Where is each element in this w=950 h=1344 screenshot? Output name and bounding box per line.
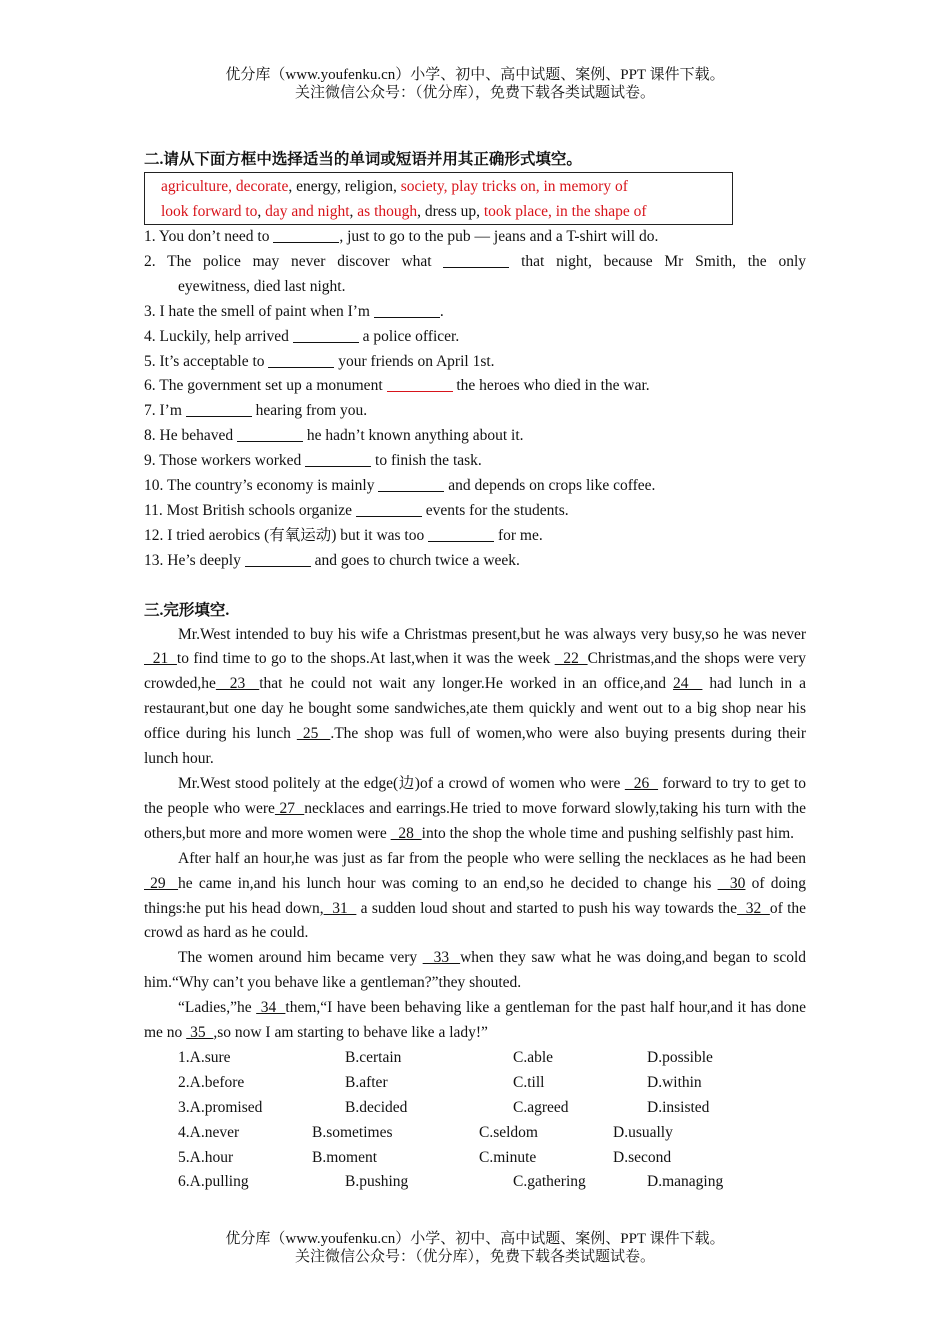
option-a[interactable]: 2.A.before: [178, 1073, 245, 1091]
spacer: [144, 574, 806, 599]
cloze-paragraph-3: After half an hour,he was just as far from the people who were selling the necklaces as he had been 29 he came in,and his lunch hour was coming to an end,so he decided to change his 30 of doing things:he put his head down, 31 a sudden loud shout and started to push his way towards the 32 of the crowd as hard as he could.: [144, 849, 807, 942]
page-footer: [0, 1230, 950, 1266]
cloze-blank[interactable]: 32: [737, 899, 770, 917]
question-3: 3. I hate the smell of paint when I’m .: [144, 302, 444, 320]
word-black: , energy, religion,: [288, 178, 401, 195]
answer-blank[interactable]: [443, 252, 509, 268]
options-row-3: [144, 1096, 806, 1121]
option-b[interactable]: B.moment: [312, 1148, 378, 1166]
word-red: society, play tricks on, in memory of: [400, 178, 628, 195]
options-row-1: [144, 1046, 806, 1071]
question-10: 10. The country’s economy is mainly and depends on crops like coffee.: [144, 477, 656, 495]
answer-blank[interactable]: [374, 302, 440, 318]
word-black: ,: [349, 203, 358, 220]
question-7: 7. I’m hearing from you.: [144, 402, 368, 420]
section-3-title: 三.完形填空.: [144, 601, 230, 619]
question-13: 13. He’s deeply and goes to church twice a week.: [144, 551, 520, 569]
cloze-blank[interactable]: 24: [672, 675, 703, 693]
cloze-blank[interactable]: 35: [186, 1024, 214, 1042]
answer-blank[interactable]: [356, 501, 422, 517]
option-b[interactable]: B.certain: [345, 1048, 402, 1066]
word-box-row-2: [161, 199, 716, 224]
options-row-5: [144, 1146, 806, 1171]
option-d[interactable]: D.second: [613, 1148, 672, 1166]
cloze-blank[interactable]: 25: [296, 725, 331, 743]
word-red: look forward to: [161, 203, 258, 220]
answer-blank[interactable]: [428, 526, 494, 542]
cloze-blank[interactable]: 27: [274, 799, 305, 817]
word-black: , dress up,: [417, 203, 484, 220]
question-9: 9. Those workers worked to finish the task.: [144, 452, 482, 470]
option-b[interactable]: B.decided: [345, 1098, 408, 1116]
word-red: day and night: [265, 203, 350, 220]
page-header: [0, 66, 950, 102]
option-c[interactable]: C.till: [513, 1073, 545, 1091]
option-d[interactable]: D.managing: [647, 1173, 724, 1191]
options-row-2: [144, 1071, 806, 1096]
option-d[interactable]: D.possible: [647, 1048, 713, 1066]
cloze-blank[interactable]: 26: [624, 775, 659, 793]
answer-blank[interactable]: [245, 551, 311, 567]
option-c[interactable]: C.minute: [479, 1148, 537, 1166]
cloze-blank[interactable]: 30: [717, 874, 746, 892]
question-2-continued: eyewitness, died last night.: [178, 277, 346, 295]
word-black: ,: [257, 203, 266, 220]
option-a[interactable]: 3.A.promised: [178, 1098, 263, 1116]
answer-blank[interactable]: [237, 426, 303, 442]
option-c[interactable]: C.seldom: [479, 1123, 538, 1141]
word-red: agriculture, decorate: [161, 178, 289, 195]
cloze-blank[interactable]: 23: [215, 675, 260, 693]
option-d[interactable]: D.usually: [613, 1123, 673, 1141]
options-row-4: [144, 1121, 806, 1146]
cloze-blank[interactable]: 28: [390, 824, 422, 842]
option-a[interactable]: 1.A.sure: [178, 1048, 231, 1066]
answer-blank[interactable]: [378, 476, 444, 492]
question-8: 8. He behaved he hadn’t known anything about it.: [144, 427, 524, 445]
question-4: 4. Luckily, help arrived a police officer.: [144, 327, 460, 345]
section-2-title: 二.请从下面方框中选择适当的单词或短语并用其正确形式填空。: [144, 151, 582, 168]
footer-line-2: 关注微信公众号：（优分库），免费下载各类试题试卷。: [294, 1249, 655, 1265]
option-b[interactable]: B.after: [345, 1073, 388, 1091]
header-line-1: 优分库（www.youfenku.cn）小学、初中、高中试题、案例、PPT 课件下载。: [225, 67, 725, 83]
word-box-row-1: [161, 174, 716, 199]
answer-blank[interactable]: [293, 327, 359, 343]
question-11: 11. Most British schools organize events for the students.: [144, 501, 569, 519]
cloze-paragraph-2: Mr.West stood politely at the edge(边)of a crowd of women who were 26 forward to try to get to the people who were 27 necklaces and earrings.He tried to move forward slowly,taking his turn with the others,but more and more women were 28 into the shop the whole time and pushing selfishly past him.: [144, 775, 807, 842]
word-red: took place, in the shape of: [483, 203, 647, 220]
question-6: 6. The government set up a monument the heroes who died in the war.: [144, 377, 650, 395]
option-c[interactable]: C.agreed: [513, 1098, 569, 1116]
cloze-blank[interactable]: 33: [422, 949, 461, 967]
footer-line-1: 优分库（www.youfenku.cn）小学、初中、高中试题、案例、PPT 课件下载。: [225, 1231, 725, 1247]
answer-blank[interactable]: [268, 352, 334, 368]
document-body: [144, 148, 806, 1195]
option-a[interactable]: 6.A.pulling: [178, 1173, 249, 1191]
header-line-2: 关注微信公众号：（优分库），免费下载各类试题试卷。: [294, 85, 655, 101]
cloze-blank[interactable]: 22: [554, 650, 588, 668]
cloze-paragraph-4: The women around him became very 33 when they saw what he was doing,and began to scold him.“Why can’t you behave like a gentleman?”they shouted.: [144, 949, 807, 992]
option-b[interactable]: B.pushing: [345, 1173, 409, 1191]
cloze-blank[interactable]: 34: [256, 999, 286, 1017]
question-12: 12. I tried aerobics (有氧运动) but it was too for me.: [144, 526, 543, 544]
option-b[interactable]: B.sometimes: [312, 1123, 393, 1141]
answer-blank[interactable]: [186, 401, 252, 417]
question-2: 2. The police may never discover what that night, because Mr Smith, the only: [144, 252, 806, 270]
question-5: 5. It’s acceptable to your friends on April 1st.: [144, 352, 495, 370]
option-d[interactable]: D.insisted: [647, 1098, 710, 1116]
answer-blank[interactable]: [273, 227, 339, 243]
cloze-paragraph-1: Mr.West intended to buy his wife a Christmas present,but he was always very busy,so he was never 21 to find time to go to the shops.At last,when it was the week 22 Christmas,and the shops were very crowded,he 23 that he could not wait any longer.He worked in an office,and 24 had lunch in a restaurant,but one day he bought some sandwiches,ate them quickly and went out to a big shop near his office during his lunch 25 .The shop was full of women,who were also buying presents during their lunch hour.: [144, 625, 807, 768]
option-c[interactable]: C.able: [513, 1048, 554, 1066]
word-red: as though: [357, 203, 418, 220]
option-c[interactable]: C.gathering: [513, 1173, 586, 1191]
question-1: 1. You don’t need to , just to go to the pub — jeans and a T-shirt will do.: [144, 228, 659, 245]
option-a[interactable]: 4.A.never: [178, 1123, 240, 1141]
option-d[interactable]: D.within: [647, 1073, 702, 1091]
options-row-6: [144, 1170, 806, 1195]
cloze-blank[interactable]: 21: [144, 650, 177, 668]
cloze-blank[interactable]: 29: [144, 874, 179, 892]
answer-blank[interactable]: [305, 451, 371, 467]
answer-blank[interactable]: [387, 376, 453, 392]
option-a[interactable]: 5.A.hour: [178, 1148, 234, 1166]
word-box: [144, 172, 733, 225]
cloze-blank[interactable]: 31: [323, 899, 357, 917]
cloze-paragraph-5: “Ladies,”he 34 them,“I have been behaving like a gentleman for the past half hour,and it has done me no 35 ,so now I am starting to behave like a lady!”: [144, 999, 806, 1042]
